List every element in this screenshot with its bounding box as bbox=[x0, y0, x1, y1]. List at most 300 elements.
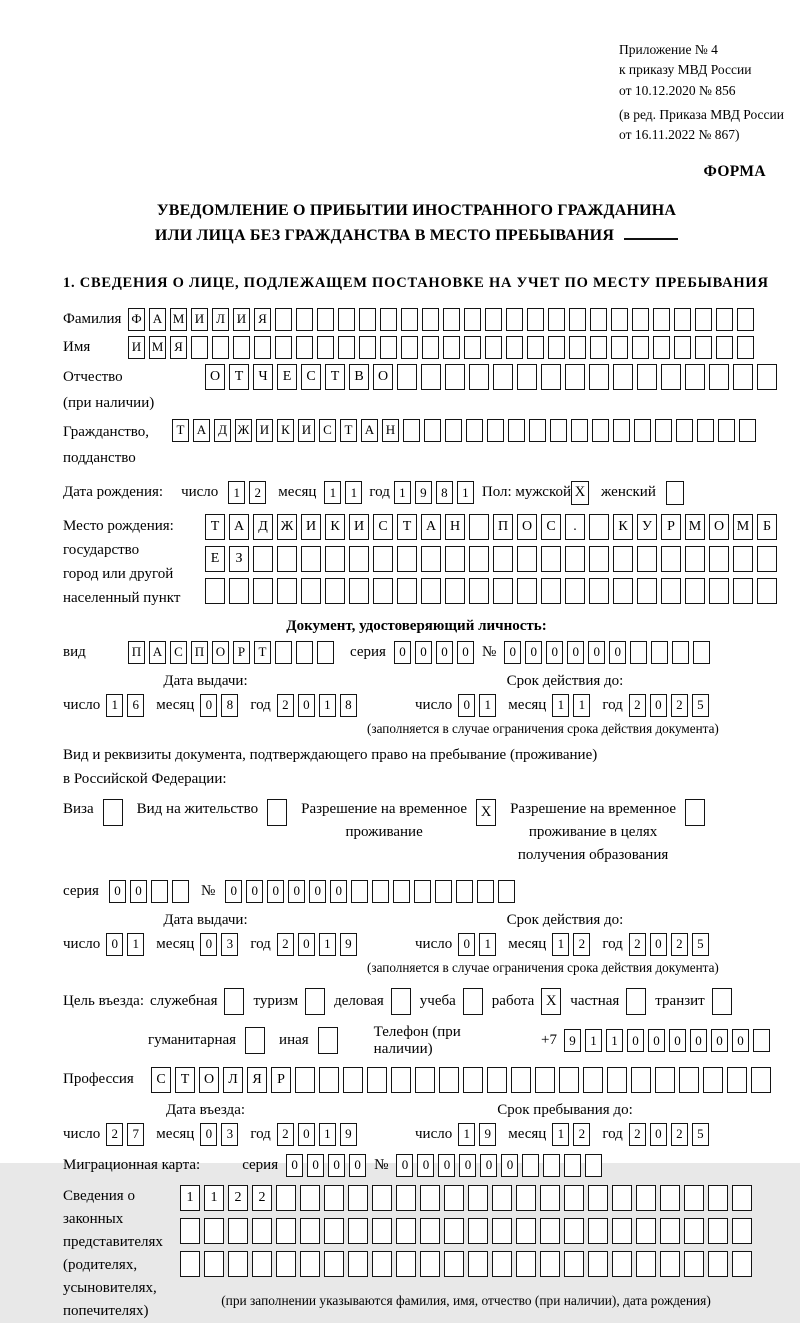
form-cell[interactable]: 0 bbox=[330, 880, 347, 903]
form-cell[interactable] bbox=[550, 419, 567, 442]
purpose-private-checkbox[interactable] bbox=[626, 988, 646, 1015]
form-cell[interactable] bbox=[716, 336, 733, 359]
form-cell[interactable] bbox=[612, 1218, 632, 1244]
form-cell[interactable] bbox=[435, 880, 452, 903]
form-cell[interactable] bbox=[487, 1067, 507, 1093]
form-cell[interactable] bbox=[204, 1251, 224, 1277]
form-cell[interactable] bbox=[588, 1218, 608, 1244]
form-cell[interactable] bbox=[252, 1218, 272, 1244]
visa-checkbox[interactable] bbox=[103, 799, 123, 826]
form-cell[interactable]: 0 bbox=[286, 1154, 303, 1177]
form-cell[interactable] bbox=[636, 1251, 656, 1277]
form-cell[interactable]: 1 bbox=[394, 481, 411, 504]
form-cell[interactable]: 1 bbox=[479, 694, 496, 717]
form-cell[interactable]: 0 bbox=[246, 880, 263, 903]
form-cell[interactable] bbox=[661, 546, 681, 572]
form-cell[interactable]: П bbox=[128, 641, 145, 664]
form-cell[interactable]: 0 bbox=[436, 641, 453, 664]
form-cell[interactable]: 2 bbox=[671, 694, 688, 717]
form-cell[interactable]: 0 bbox=[130, 880, 147, 903]
form-cell[interactable]: Б bbox=[757, 514, 777, 540]
form-cell[interactable]: 0 bbox=[109, 880, 126, 903]
form-cell[interactable]: Я bbox=[170, 336, 187, 359]
form-cell[interactable]: Н bbox=[445, 514, 465, 540]
form-cell[interactable] bbox=[300, 1218, 320, 1244]
form-cell[interactable] bbox=[296, 308, 313, 331]
form-cell[interactable] bbox=[317, 308, 334, 331]
form-cell[interactable] bbox=[737, 336, 754, 359]
form-cell[interactable]: И bbox=[191, 308, 208, 331]
form-cell[interactable]: 6 bbox=[127, 694, 144, 717]
residence-permit-checkbox[interactable] bbox=[267, 799, 287, 826]
form-cell[interactable] bbox=[611, 308, 628, 331]
form-cell[interactable] bbox=[391, 1067, 411, 1093]
purpose-business-checkbox[interactable] bbox=[391, 988, 411, 1015]
form-cell[interactable] bbox=[317, 641, 334, 664]
form-cell[interactable]: 0 bbox=[546, 641, 563, 664]
form-cell[interactable]: 1 bbox=[345, 481, 362, 504]
form-cell[interactable]: Л bbox=[212, 308, 229, 331]
form-cell[interactable] bbox=[228, 1251, 248, 1277]
form-cell[interactable]: Я bbox=[247, 1067, 267, 1093]
purpose-humanitarian-checkbox[interactable] bbox=[245, 1027, 265, 1054]
form-cell[interactable]: 0 bbox=[501, 1154, 518, 1177]
form-cell[interactable] bbox=[541, 546, 561, 572]
form-cell[interactable] bbox=[632, 308, 649, 331]
form-cell[interactable] bbox=[709, 578, 729, 604]
form-cell[interactable] bbox=[396, 1185, 416, 1211]
form-cell[interactable] bbox=[380, 336, 397, 359]
form-cell[interactable]: 0 bbox=[394, 641, 411, 664]
form-cell[interactable] bbox=[348, 1251, 368, 1277]
form-cell[interactable] bbox=[396, 1251, 416, 1277]
form-cell[interactable] bbox=[585, 1154, 602, 1177]
form-cell[interactable] bbox=[540, 1218, 560, 1244]
form-cell[interactable]: 8 bbox=[340, 694, 357, 717]
form-cell[interactable]: Ф bbox=[128, 308, 145, 331]
form-cell[interactable]: Я bbox=[254, 308, 271, 331]
form-cell[interactable]: 9 bbox=[564, 1029, 581, 1052]
form-cell[interactable] bbox=[732, 1218, 752, 1244]
form-cell[interactable] bbox=[463, 1067, 483, 1093]
form-cell[interactable] bbox=[380, 308, 397, 331]
form-cell[interactable] bbox=[548, 336, 565, 359]
edu-permit-checkbox[interactable] bbox=[685, 799, 705, 826]
form-cell[interactable]: Т bbox=[175, 1067, 195, 1093]
form-cell[interactable]: 8 bbox=[221, 694, 238, 717]
form-cell[interactable] bbox=[708, 1251, 728, 1277]
form-cell[interactable]: А bbox=[193, 419, 210, 442]
form-cell[interactable]: 0 bbox=[200, 933, 217, 956]
form-cell[interactable]: Т bbox=[229, 364, 249, 390]
form-cell[interactable] bbox=[660, 1251, 680, 1277]
form-cell[interactable] bbox=[540, 1185, 560, 1211]
form-cell[interactable] bbox=[685, 364, 705, 390]
form-cell[interactable] bbox=[372, 880, 389, 903]
form-cell[interactable] bbox=[393, 880, 410, 903]
form-cell[interactable] bbox=[718, 419, 735, 442]
form-cell[interactable] bbox=[276, 1218, 296, 1244]
form-cell[interactable] bbox=[684, 1218, 704, 1244]
form-cell[interactable] bbox=[300, 1251, 320, 1277]
form-cell[interactable]: 3 bbox=[221, 933, 238, 956]
form-cell[interactable] bbox=[637, 578, 657, 604]
form-cell[interactable]: 7 bbox=[127, 1123, 144, 1146]
form-cell[interactable]: Н bbox=[382, 419, 399, 442]
form-cell[interactable]: 0 bbox=[298, 694, 315, 717]
form-cell[interactable] bbox=[540, 1251, 560, 1277]
form-cell[interactable]: 2 bbox=[277, 694, 294, 717]
form-cell[interactable]: 0 bbox=[396, 1154, 413, 1177]
form-cell[interactable] bbox=[420, 1251, 440, 1277]
form-cell[interactable]: 9 bbox=[479, 1123, 496, 1146]
form-cell[interactable] bbox=[590, 308, 607, 331]
form-cell[interactable] bbox=[275, 308, 292, 331]
form-cell[interactable]: 0 bbox=[567, 641, 584, 664]
form-cell[interactable]: 0 bbox=[200, 1123, 217, 1146]
form-cell[interactable]: 0 bbox=[458, 933, 475, 956]
form-cell[interactable] bbox=[372, 1251, 392, 1277]
form-cell[interactable] bbox=[296, 641, 313, 664]
form-cell[interactable]: 2 bbox=[252, 1185, 272, 1211]
form-cell[interactable] bbox=[275, 641, 292, 664]
form-cell[interactable] bbox=[397, 364, 417, 390]
form-cell[interactable]: П bbox=[191, 641, 208, 664]
form-cell[interactable]: 0 bbox=[415, 641, 432, 664]
form-cell[interactable]: 0 bbox=[288, 880, 305, 903]
form-cell[interactable] bbox=[611, 336, 628, 359]
form-cell[interactable] bbox=[565, 364, 585, 390]
form-cell[interactable]: 1 bbox=[458, 1123, 475, 1146]
form-cell[interactable] bbox=[674, 308, 691, 331]
form-cell[interactable] bbox=[676, 419, 693, 442]
form-cell[interactable]: 1 bbox=[573, 694, 590, 717]
form-cell[interactable] bbox=[589, 578, 609, 604]
form-cell[interactable] bbox=[592, 419, 609, 442]
form-cell[interactable] bbox=[506, 336, 523, 359]
form-cell[interactable] bbox=[613, 364, 633, 390]
form-cell[interactable] bbox=[708, 1185, 728, 1211]
form-cell[interactable] bbox=[469, 364, 489, 390]
form-cell[interactable]: 1 bbox=[228, 481, 245, 504]
form-cell[interactable]: М bbox=[149, 336, 166, 359]
form-cell[interactable] bbox=[403, 419, 420, 442]
form-cell[interactable] bbox=[151, 880, 168, 903]
form-cell[interactable]: 0 bbox=[690, 1029, 707, 1052]
form-cell[interactable] bbox=[348, 1185, 368, 1211]
form-cell[interactable] bbox=[709, 364, 729, 390]
form-cell[interactable]: 1 bbox=[180, 1185, 200, 1211]
form-cell[interactable] bbox=[527, 308, 544, 331]
form-cell[interactable] bbox=[397, 578, 417, 604]
form-cell[interactable] bbox=[685, 546, 705, 572]
form-cell[interactable]: Т bbox=[254, 641, 271, 664]
form-cell[interactable] bbox=[319, 1067, 339, 1093]
form-cell[interactable] bbox=[653, 336, 670, 359]
form-cell[interactable]: Р bbox=[271, 1067, 291, 1093]
form-cell[interactable] bbox=[317, 336, 334, 359]
form-cell[interactable] bbox=[541, 364, 561, 390]
form-cell[interactable] bbox=[477, 880, 494, 903]
form-cell[interactable] bbox=[296, 336, 313, 359]
form-cell[interactable] bbox=[252, 1251, 272, 1277]
form-cell[interactable]: 1 bbox=[479, 933, 496, 956]
form-cell[interactable] bbox=[679, 1067, 699, 1093]
form-cell[interactable]: С bbox=[170, 641, 187, 664]
form-cell[interactable] bbox=[716, 308, 733, 331]
form-cell[interactable]: Т bbox=[340, 419, 357, 442]
form-cell[interactable]: Т bbox=[172, 419, 189, 442]
form-cell[interactable]: А bbox=[229, 514, 249, 540]
form-cell[interactable]: 0 bbox=[106, 933, 123, 956]
form-cell[interactable]: 1 bbox=[457, 481, 474, 504]
form-cell[interactable] bbox=[733, 578, 753, 604]
form-cell[interactable]: 2 bbox=[671, 933, 688, 956]
form-cell[interactable] bbox=[397, 546, 417, 572]
form-cell[interactable] bbox=[367, 1067, 387, 1093]
form-cell[interactable] bbox=[372, 1218, 392, 1244]
form-cell[interactable] bbox=[751, 1067, 771, 1093]
form-cell[interactable] bbox=[396, 1218, 416, 1244]
form-cell[interactable] bbox=[569, 308, 586, 331]
form-cell[interactable]: 0 bbox=[650, 933, 667, 956]
form-cell[interactable]: 0 bbox=[609, 641, 626, 664]
form-cell[interactable] bbox=[588, 1251, 608, 1277]
form-cell[interactable] bbox=[516, 1251, 536, 1277]
form-cell[interactable]: О bbox=[199, 1067, 219, 1093]
form-cell[interactable] bbox=[212, 336, 229, 359]
form-cell[interactable]: И bbox=[298, 419, 315, 442]
form-cell[interactable] bbox=[637, 546, 657, 572]
form-cell[interactable] bbox=[516, 1218, 536, 1244]
form-cell[interactable]: 2 bbox=[629, 1123, 646, 1146]
form-cell[interactable]: 0 bbox=[648, 1029, 665, 1052]
form-cell[interactable]: С bbox=[319, 419, 336, 442]
form-cell[interactable] bbox=[456, 880, 473, 903]
form-cell[interactable] bbox=[172, 880, 189, 903]
form-cell[interactable] bbox=[651, 641, 668, 664]
form-cell[interactable] bbox=[565, 546, 585, 572]
form-cell[interactable] bbox=[709, 546, 729, 572]
form-cell[interactable] bbox=[511, 1067, 531, 1093]
form-cell[interactable]: 0 bbox=[309, 880, 326, 903]
form-cell[interactable]: 9 bbox=[340, 1123, 357, 1146]
purpose-work-checkbox[interactable]: X bbox=[541, 988, 561, 1015]
form-cell[interactable]: Д bbox=[253, 514, 273, 540]
form-cell[interactable] bbox=[695, 336, 712, 359]
form-cell[interactable] bbox=[564, 1218, 584, 1244]
form-cell[interactable] bbox=[301, 546, 321, 572]
form-cell[interactable] bbox=[492, 1251, 512, 1277]
form-cell[interactable]: 0 bbox=[650, 694, 667, 717]
form-cell[interactable] bbox=[653, 308, 670, 331]
form-cell[interactable] bbox=[564, 1185, 584, 1211]
form-cell[interactable]: 1 bbox=[319, 1123, 336, 1146]
form-cell[interactable] bbox=[180, 1251, 200, 1277]
form-cell[interactable] bbox=[180, 1218, 200, 1244]
form-cell[interactable]: Т bbox=[325, 364, 345, 390]
form-cell[interactable]: 0 bbox=[650, 1123, 667, 1146]
form-cell[interactable] bbox=[401, 308, 418, 331]
form-cell[interactable] bbox=[637, 364, 657, 390]
form-cell[interactable] bbox=[613, 578, 633, 604]
form-cell[interactable] bbox=[445, 419, 462, 442]
form-cell[interactable] bbox=[660, 1218, 680, 1244]
form-cell[interactable] bbox=[469, 578, 489, 604]
form-cell[interactable]: О bbox=[212, 641, 229, 664]
form-cell[interactable] bbox=[276, 1251, 296, 1277]
form-cell[interactable]: 0 bbox=[307, 1154, 324, 1177]
purpose-official-checkbox[interactable] bbox=[224, 988, 244, 1015]
form-cell[interactable] bbox=[672, 641, 689, 664]
form-cell[interactable] bbox=[559, 1067, 579, 1093]
form-cell[interactable] bbox=[444, 1185, 464, 1211]
form-cell[interactable] bbox=[485, 336, 502, 359]
form-cell[interactable]: 2 bbox=[277, 933, 294, 956]
form-cell[interactable] bbox=[529, 419, 546, 442]
form-cell[interactable] bbox=[469, 514, 489, 540]
form-cell[interactable] bbox=[445, 364, 465, 390]
form-cell[interactable] bbox=[422, 336, 439, 359]
form-cell[interactable] bbox=[703, 1067, 723, 1093]
form-cell[interactable]: Д bbox=[214, 419, 231, 442]
form-cell[interactable] bbox=[590, 336, 607, 359]
form-cell[interactable] bbox=[612, 1185, 632, 1211]
purpose-tourism-checkbox[interactable] bbox=[305, 988, 325, 1015]
form-cell[interactable] bbox=[708, 1218, 728, 1244]
form-cell[interactable]: А bbox=[149, 641, 166, 664]
form-cell[interactable]: К bbox=[277, 419, 294, 442]
purpose-other-checkbox[interactable] bbox=[318, 1027, 338, 1054]
form-cell[interactable] bbox=[343, 1067, 363, 1093]
form-cell[interactable]: 9 bbox=[415, 481, 432, 504]
form-cell[interactable] bbox=[348, 1218, 368, 1244]
form-cell[interactable]: 2 bbox=[573, 933, 590, 956]
form-cell[interactable] bbox=[324, 1251, 344, 1277]
form-cell[interactable] bbox=[233, 336, 250, 359]
form-cell[interactable] bbox=[636, 1185, 656, 1211]
form-cell[interactable] bbox=[229, 578, 249, 604]
form-cell[interactable]: И bbox=[128, 336, 145, 359]
form-cell[interactable] bbox=[732, 1185, 752, 1211]
form-cell[interactable] bbox=[338, 336, 355, 359]
form-cell[interactable]: О bbox=[205, 364, 225, 390]
form-cell[interactable] bbox=[373, 546, 393, 572]
form-cell[interactable]: Е bbox=[205, 546, 225, 572]
form-cell[interactable]: 1 bbox=[552, 933, 569, 956]
form-cell[interactable] bbox=[613, 419, 630, 442]
form-cell[interactable] bbox=[541, 578, 561, 604]
form-cell[interactable] bbox=[655, 1067, 675, 1093]
form-cell[interactable] bbox=[493, 546, 513, 572]
form-cell[interactable] bbox=[254, 336, 271, 359]
form-cell[interactable]: А bbox=[149, 308, 166, 331]
form-cell[interactable] bbox=[498, 880, 515, 903]
form-cell[interactable]: 1 bbox=[552, 694, 569, 717]
form-cell[interactable] bbox=[325, 578, 345, 604]
form-cell[interactable] bbox=[420, 1218, 440, 1244]
form-cell[interactable]: 1 bbox=[606, 1029, 623, 1052]
form-cell[interactable] bbox=[420, 1185, 440, 1211]
form-cell[interactable]: В bbox=[349, 364, 369, 390]
form-cell[interactable] bbox=[300, 1185, 320, 1211]
form-cell[interactable] bbox=[372, 1185, 392, 1211]
form-cell[interactable] bbox=[569, 336, 586, 359]
form-cell[interactable]: 0 bbox=[438, 1154, 455, 1177]
form-cell[interactable] bbox=[612, 1251, 632, 1277]
form-cell[interactable]: 0 bbox=[298, 933, 315, 956]
form-cell[interactable]: Ж bbox=[277, 514, 297, 540]
form-cell[interactable] bbox=[607, 1067, 627, 1093]
form-cell[interactable]: 9 bbox=[340, 933, 357, 956]
form-cell[interactable]: Ж bbox=[235, 419, 252, 442]
form-cell[interactable] bbox=[632, 336, 649, 359]
form-cell[interactable] bbox=[205, 578, 225, 604]
form-cell[interactable] bbox=[439, 1067, 459, 1093]
form-cell[interactable] bbox=[583, 1067, 603, 1093]
form-cell[interactable] bbox=[564, 1154, 581, 1177]
form-cell[interactable]: Р bbox=[661, 514, 681, 540]
form-cell[interactable] bbox=[506, 308, 523, 331]
form-cell[interactable]: 0 bbox=[669, 1029, 686, 1052]
form-cell[interactable] bbox=[516, 1185, 536, 1211]
form-cell[interactable] bbox=[421, 546, 441, 572]
form-cell[interactable] bbox=[469, 546, 489, 572]
form-cell[interactable] bbox=[492, 1185, 512, 1211]
form-cell[interactable] bbox=[589, 546, 609, 572]
form-cell[interactable]: 5 bbox=[692, 1123, 709, 1146]
form-cell[interactable] bbox=[443, 308, 460, 331]
form-cell[interactable] bbox=[517, 546, 537, 572]
form-cell[interactable] bbox=[634, 419, 651, 442]
form-cell[interactable] bbox=[324, 1218, 344, 1244]
form-cell[interactable] bbox=[301, 578, 321, 604]
form-cell[interactable] bbox=[589, 514, 609, 540]
form-cell[interactable]: 1 bbox=[106, 694, 123, 717]
form-cell[interactable]: М bbox=[170, 308, 187, 331]
form-cell[interactable]: 0 bbox=[627, 1029, 644, 1052]
form-cell[interactable]: 8 bbox=[436, 481, 453, 504]
form-cell[interactable] bbox=[468, 1218, 488, 1244]
form-cell[interactable]: И bbox=[349, 514, 369, 540]
form-cell[interactable]: 0 bbox=[504, 641, 521, 664]
form-cell[interactable] bbox=[732, 1251, 752, 1277]
form-cell[interactable] bbox=[325, 546, 345, 572]
form-cell[interactable] bbox=[443, 336, 460, 359]
form-cell[interactable]: 5 bbox=[692, 933, 709, 956]
form-cell[interactable] bbox=[445, 578, 465, 604]
form-cell[interactable]: 0 bbox=[711, 1029, 728, 1052]
form-cell[interactable] bbox=[517, 578, 537, 604]
form-cell[interactable] bbox=[564, 1251, 584, 1277]
form-cell[interactable] bbox=[565, 578, 585, 604]
form-cell[interactable] bbox=[661, 578, 681, 604]
form-cell[interactable] bbox=[733, 364, 753, 390]
form-cell[interactable]: 2 bbox=[106, 1123, 123, 1146]
form-cell[interactable]: Р bbox=[233, 641, 250, 664]
form-cell[interactable] bbox=[295, 1067, 315, 1093]
form-cell[interactable] bbox=[485, 308, 502, 331]
form-cell[interactable]: 2 bbox=[629, 933, 646, 956]
form-cell[interactable] bbox=[421, 578, 441, 604]
form-cell[interactable] bbox=[228, 1218, 248, 1244]
form-cell[interactable] bbox=[444, 1218, 464, 1244]
form-cell[interactable]: И bbox=[301, 514, 321, 540]
form-cell[interactable] bbox=[468, 1185, 488, 1211]
form-cell[interactable]: 0 bbox=[267, 880, 284, 903]
form-cell[interactable] bbox=[737, 308, 754, 331]
form-cell[interactable] bbox=[277, 578, 297, 604]
